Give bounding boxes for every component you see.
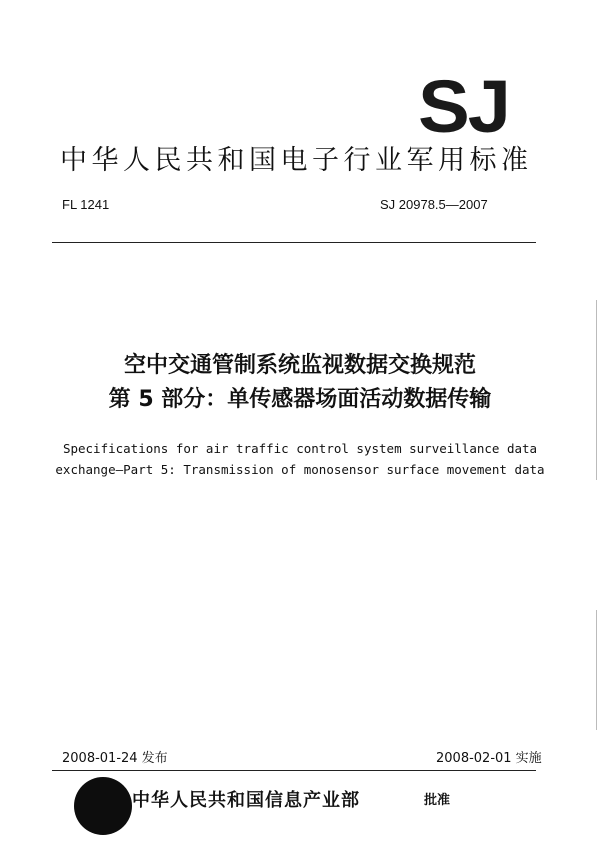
header-divider bbox=[52, 242, 536, 243]
implementation-date: 2008-02-01 实施 bbox=[436, 751, 542, 766]
document-title-en-line1: Specifications for air traffic control system surveillance data bbox=[62, 441, 538, 456]
issuer-emblem-dot bbox=[74, 777, 132, 835]
standard-category-title: 中华人民共和国电子行业军用标准 bbox=[60, 145, 533, 176]
approval-label: 批准 bbox=[424, 793, 451, 808]
footer-divider bbox=[52, 770, 536, 771]
sj-logo: SJ bbox=[418, 65, 509, 148]
scan-edge-mark bbox=[596, 300, 597, 480]
scan-edge-mark bbox=[596, 610, 597, 730]
document-title-en-line2: exchange—Part 5: Transmission of monosensor surface movement data bbox=[55, 462, 545, 477]
standard-number: SJ 20978.5—2007 bbox=[380, 197, 488, 212]
document-title-cn-line2: 第 5 部分：单传感器场面活动数据传输 bbox=[108, 387, 492, 412]
document-title-cn-line1: 空中交通管制系统监视数据交换规范 bbox=[123, 353, 476, 378]
issue-date: 2008-01-24 发布 bbox=[62, 751, 168, 766]
fl-classification-code: FL 1241 bbox=[62, 197, 110, 212]
issuing-authority: 中华人民共和国信息产业部 bbox=[132, 790, 360, 811]
